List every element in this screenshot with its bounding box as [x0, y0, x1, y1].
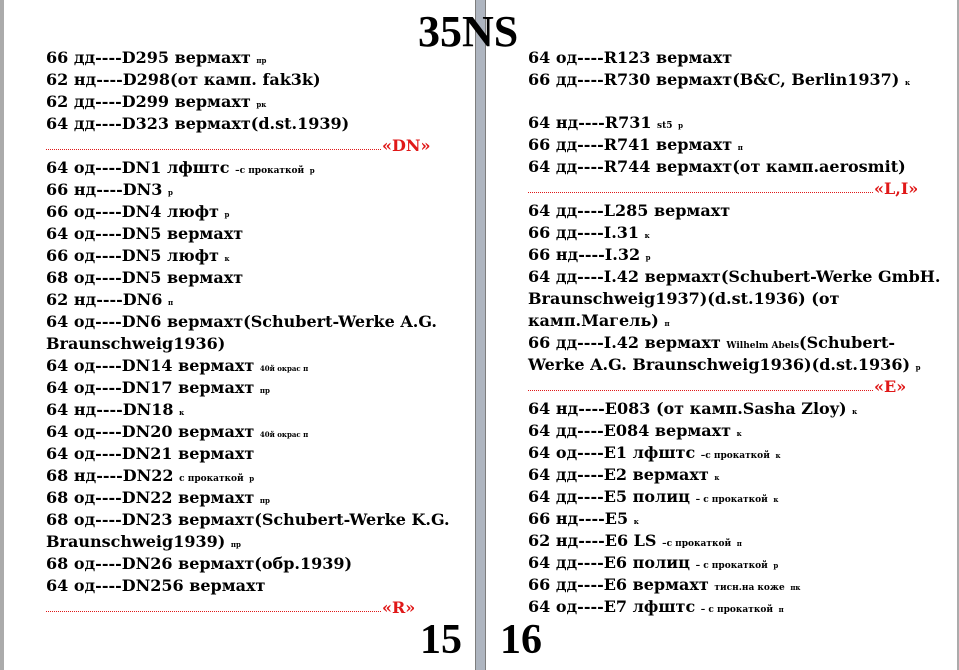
- condition-note: п: [736, 539, 742, 548]
- line-remark: тисн.на коже: [714, 583, 785, 593]
- line-text: 64 дд----E5 полиц: [528, 487, 690, 506]
- left-page-number: 15: [420, 617, 462, 663]
- page-title: 35NS: [418, 7, 519, 56]
- blank-line: [528, 91, 948, 112]
- line-text: 64 дд----E2 вермахт: [528, 465, 709, 484]
- condition-note: к: [644, 231, 650, 240]
- line-text: 64 од----R123 вермахт: [528, 48, 733, 67]
- inventory-line: [46, 311, 466, 333]
- inventory-line: [528, 200, 948, 222]
- line-remark: Wilhelm Abels: [726, 341, 800, 351]
- line-text: 64 од----E7 лфштс: [528, 597, 696, 616]
- line-text: 64 дд----L285 вермахт: [528, 201, 731, 220]
- condition-note: пр: [230, 540, 241, 549]
- separator-rule: [528, 192, 873, 193]
- inventory-line: [46, 575, 466, 597]
- inventory-line: [46, 399, 466, 421]
- inventory-line: [528, 69, 948, 91]
- condition-note: к: [775, 451, 781, 460]
- inventory-line: [46, 113, 466, 135]
- inventory-line: [528, 47, 948, 69]
- inventory-line: [528, 486, 948, 508]
- line-remark: – с прокаткой: [695, 495, 768, 505]
- separator-rule: [528, 390, 873, 391]
- line-remark: –с прокаткой: [700, 451, 770, 461]
- inventory-line: [46, 377, 466, 399]
- line-text: 66 нд----I.32: [528, 245, 641, 264]
- inventory-line: [528, 530, 948, 552]
- inventory-line: [528, 112, 948, 134]
- line-text: 64 дд----D323 вермахт(d.st.1939): [46, 114, 350, 133]
- inventory-line: [46, 487, 466, 509]
- condition-note: к: [633, 517, 639, 526]
- condition-note: р: [224, 210, 230, 219]
- inventory-line: [46, 91, 466, 113]
- line-text: Braunschweig1936): [46, 334, 226, 353]
- inventory-line: [528, 156, 948, 178]
- line-text: Braunschweig1937)(d.st.1936) (от: [528, 289, 840, 308]
- line-text: 66 дд----R730 вермахт(B&C, Berlin1937): [528, 70, 900, 89]
- condition-note: р: [249, 474, 255, 483]
- inventory-line: [46, 201, 466, 223]
- inventory-line: [46, 553, 466, 575]
- line-text: 64 нд----E083 (от камп.Sasha Zloy): [528, 399, 847, 418]
- inventory-line: [46, 465, 466, 487]
- line-text: 68 нд----DN22: [46, 466, 174, 485]
- line-text: 68 од----DN26 вермахт(обр.1939): [46, 554, 353, 573]
- line-remark: –с прокаткой: [662, 539, 732, 549]
- condition-note: к: [736, 429, 742, 438]
- inventory-line: [46, 267, 466, 289]
- inventory-line: [46, 245, 466, 267]
- line-text: 66 дд----I.31: [528, 223, 640, 242]
- inventory-line: [528, 442, 948, 464]
- inventory-line: [528, 288, 948, 310]
- condition-note: р: [678, 121, 684, 130]
- inventory-line: [528, 596, 948, 618]
- section-separator: [46, 135, 466, 157]
- section-separator: [46, 597, 466, 619]
- inventory-line: [528, 244, 948, 266]
- line-text-cont: (Schubert-: [799, 333, 895, 352]
- line-text: 68 од----DN5 вермахт: [46, 268, 244, 287]
- line-text: 62 дд----D299 вермахт: [46, 92, 251, 111]
- line-remark: st5: [657, 121, 673, 131]
- line-remark: – с прокаткой: [700, 605, 773, 615]
- page-gutter: [476, 0, 485, 670]
- inventory-line: [46, 157, 466, 179]
- line-text: 62 нд----E6 LS: [528, 531, 657, 550]
- separator-rule: [46, 611, 381, 612]
- condition-note: п: [664, 319, 670, 328]
- line-text: 68 од----DN23 вермахт(Schubert-Werke K.G.: [46, 510, 450, 529]
- inventory-line: [46, 333, 466, 355]
- inventory-line: [528, 332, 948, 354]
- line-text: 62 нд----DN6: [46, 290, 163, 309]
- line-text: 66 од----DN5 люфт: [46, 246, 219, 265]
- line-text: 64 од----DN6 вермахт(Schubert-Werke A.G.: [46, 312, 437, 331]
- line-text: 64 дд----E084 вермахт: [528, 421, 732, 440]
- inventory-line: [46, 443, 466, 465]
- condition-note: п: [167, 298, 174, 307]
- line-text: 66 дд----I.42 вермахт: [528, 333, 721, 352]
- condition-note: рк: [256, 100, 267, 109]
- line-text: 64 од----DN256 вермахт: [46, 576, 266, 595]
- line-text: 66 дд----D295 вермахт: [46, 48, 251, 67]
- condition-note: п: [778, 605, 784, 614]
- inventory-line: [46, 531, 466, 553]
- line-text: 66 нд----E5: [528, 509, 629, 528]
- section-marker: «E»: [874, 377, 907, 396]
- condition-note: к: [179, 408, 185, 417]
- line-text: 64 нд----DN18: [46, 400, 174, 419]
- inventory-line: [528, 354, 948, 376]
- condition-note: р: [773, 561, 779, 570]
- inventory-line: [46, 223, 466, 245]
- inventory-line: [528, 266, 948, 288]
- line-text: 64 нд----R731: [528, 113, 652, 132]
- line-text: 66 дд----R741 вермахт: [528, 135, 733, 154]
- inventory-line: [46, 421, 466, 443]
- line-text: 62 нд----D298(от камп. fak3k): [46, 70, 321, 89]
- line-text: 64 од----DN5 вермахт: [46, 224, 244, 243]
- condition-note: к: [773, 495, 779, 504]
- section-marker: «L,I»: [874, 179, 919, 198]
- line-text: Braunschweig1939): [46, 532, 226, 551]
- line-text: 64 од----DN20 вермахт: [46, 422, 255, 441]
- condition-note: к: [852, 407, 858, 416]
- inventory-line: [528, 134, 948, 156]
- left-page-lines: [46, 47, 466, 619]
- inventory-line: [46, 47, 466, 69]
- line-text: Werke A.G. Braunschweig1936)(d.st.1936): [528, 355, 911, 374]
- line-text: 64 дд----I.42 вермахт(Schubert-Werke GmbH.: [528, 267, 941, 286]
- condition-note: пр: [259, 386, 270, 395]
- line-text: 64 од----DN21 вермахт: [46, 444, 255, 463]
- inventory-line: [528, 222, 948, 244]
- condition-note: пр: [259, 496, 270, 505]
- condition-note: пк: [790, 583, 801, 592]
- line-text: 64 од----DN14 вермахт: [46, 356, 255, 375]
- inventory-line: [528, 552, 948, 574]
- inventory-line: [528, 398, 948, 420]
- condition-note: пр: [256, 56, 267, 65]
- line-text: 66 дд----E6 вермахт: [528, 575, 709, 594]
- line-text: 68 од----DN22 вермахт: [46, 488, 255, 507]
- inventory-line: [46, 179, 466, 201]
- condition-note: к: [904, 78, 910, 87]
- section-marker: «R»: [382, 598, 416, 617]
- line-text: камп.Магель): [528, 311, 659, 330]
- line-remark: с прокаткой: [179, 474, 244, 484]
- line-text: 64 дд----R744 вермахт(от камп.aerosmit): [528, 157, 906, 176]
- condition-note: р: [645, 253, 651, 262]
- line-text: 64 од----DN1 лфштс: [46, 158, 230, 177]
- inventory-line: [528, 420, 948, 442]
- inventory-line: [46, 289, 466, 311]
- inventory-line: [528, 508, 948, 530]
- line-text: 64 од----DN17 вермахт: [46, 378, 255, 397]
- condition-note: п: [737, 143, 743, 152]
- condition-note: 40й окрас п: [259, 364, 309, 373]
- line-remark: – с прокаткой: [695, 561, 768, 571]
- condition-note: р: [167, 188, 173, 197]
- condition-note: к: [224, 254, 230, 263]
- section-marker: «DN»: [382, 136, 431, 155]
- condition-note: р: [309, 166, 315, 175]
- inventory-line: [528, 464, 948, 486]
- section-separator: [528, 178, 948, 200]
- condition-note: р: [915, 363, 921, 372]
- right-page-lines: [528, 47, 948, 618]
- inventory-line: [528, 310, 948, 332]
- line-text: 64 од----E1 лфштс: [528, 443, 696, 462]
- line-remark: –с прокаткой: [235, 166, 305, 176]
- line-text: 66 од----DN4 люфт: [46, 202, 219, 221]
- line-text: 64 дд----E6 полиц: [528, 553, 690, 572]
- line-text: 66 нд----DN3: [46, 180, 163, 199]
- inventory-line: [528, 574, 948, 596]
- separator-rule: [46, 149, 381, 150]
- inventory-line: [46, 69, 466, 91]
- condition-note: к: [714, 473, 720, 482]
- section-separator: [528, 376, 948, 398]
- inventory-line: [46, 355, 466, 377]
- right-page-number: 16: [500, 617, 542, 663]
- condition-note: 40й окрас п: [259, 430, 309, 439]
- inventory-line: [46, 509, 466, 531]
